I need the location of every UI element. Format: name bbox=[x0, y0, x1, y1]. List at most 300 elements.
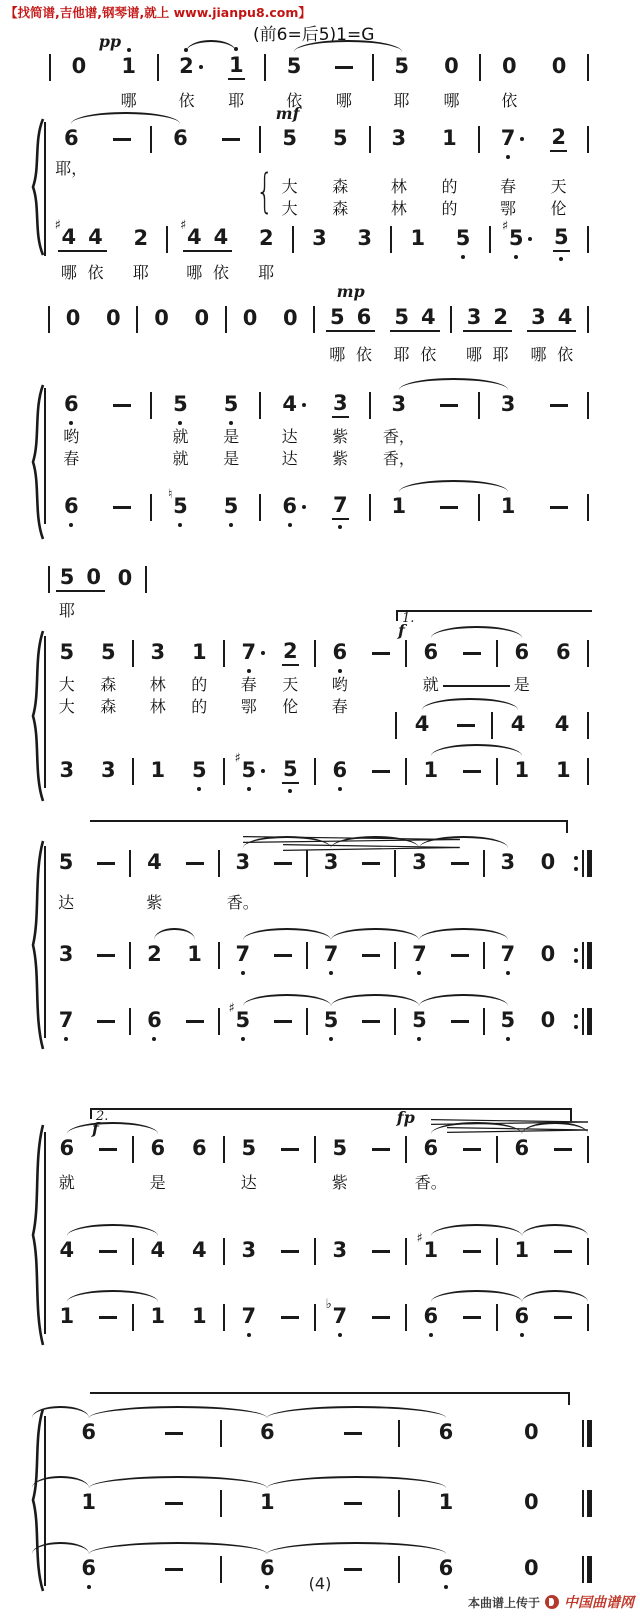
dash bbox=[361, 1300, 403, 1334]
music-line bbox=[45, 302, 592, 336]
note bbox=[46, 636, 88, 670]
dash-rule bbox=[344, 1502, 362, 1505]
lyric-syllable: 伦 bbox=[282, 697, 299, 716]
lyric-syllable: 紫 bbox=[332, 449, 349, 468]
note-digit: 6 bbox=[150, 1136, 166, 1161]
note-digit: 6 bbox=[514, 640, 530, 665]
beam-group bbox=[171, 218, 243, 256]
dash-rule bbox=[165, 1568, 183, 1571]
octave-dot-low bbox=[329, 1037, 333, 1041]
note bbox=[118, 222, 163, 256]
barline bbox=[311, 1300, 319, 1334]
tie-arc bbox=[419, 994, 507, 1006]
barline-rule bbox=[150, 392, 152, 419]
note bbox=[155, 388, 206, 422]
tie-arc bbox=[522, 1224, 588, 1236]
note-digit: 5 bbox=[394, 305, 409, 330]
beam-box bbox=[527, 306, 576, 331]
augmentation-dot bbox=[261, 769, 265, 773]
barline bbox=[126, 846, 134, 880]
note bbox=[244, 222, 289, 256]
octave-dot-low bbox=[506, 1037, 510, 1041]
note-digit: 5 ♯ bbox=[240, 759, 257, 782]
barline bbox=[215, 846, 223, 880]
note bbox=[501, 754, 543, 788]
note bbox=[46, 754, 88, 788]
octave-dot-low bbox=[338, 525, 342, 529]
octave-dot-low bbox=[241, 971, 245, 975]
volta-bracket bbox=[90, 1392, 570, 1405]
dash-rule bbox=[550, 404, 568, 407]
dash bbox=[310, 1486, 395, 1520]
note-digit: 6 bbox=[422, 1305, 439, 1328]
note-digit: 3 bbox=[531, 305, 546, 330]
barline-rule bbox=[132, 1238, 134, 1265]
lyric-syllable: 林 bbox=[390, 199, 407, 218]
lyric-syllable: 哪 bbox=[60, 263, 77, 282]
note-digit: 6 bbox=[513, 1305, 530, 1328]
barline-rule bbox=[132, 1304, 134, 1331]
octave-dot-low bbox=[265, 1585, 269, 1589]
repeat-dot bbox=[574, 1025, 578, 1029]
barline bbox=[402, 1300, 410, 1334]
dash-rule bbox=[186, 862, 204, 865]
dash bbox=[86, 1004, 126, 1038]
note bbox=[374, 122, 425, 156]
dash bbox=[263, 938, 303, 972]
note-digit: 5 bbox=[411, 1009, 428, 1032]
beam-box bbox=[326, 306, 375, 331]
dash-rule bbox=[99, 1316, 117, 1319]
octave-dot-high bbox=[127, 48, 131, 52]
lyric-syllable: 大 bbox=[58, 675, 75, 694]
note-digit: 5 bbox=[282, 758, 299, 783]
lyric-syllable: 依 bbox=[355, 345, 372, 364]
augmentation-dot bbox=[302, 403, 306, 407]
note-digit: 6 bbox=[356, 305, 372, 330]
note bbox=[489, 1416, 574, 1450]
note-digit: 5 bbox=[100, 640, 116, 665]
tie-arc bbox=[294, 40, 402, 52]
repeat-end-barline bbox=[568, 938, 592, 972]
note bbox=[46, 1132, 88, 1166]
barline bbox=[488, 708, 496, 742]
note bbox=[410, 1300, 452, 1334]
note-digit: 4 bbox=[554, 712, 570, 737]
note-digit: 0 bbox=[106, 306, 121, 331]
barline-rule bbox=[496, 1136, 498, 1163]
music-line bbox=[46, 50, 592, 84]
note bbox=[297, 222, 342, 256]
note bbox=[270, 754, 312, 788]
barline bbox=[142, 562, 150, 596]
volta-label: 1. bbox=[402, 611, 415, 626]
lyric-syllable: 哪 bbox=[530, 345, 547, 364]
note-digit: 3 bbox=[391, 126, 407, 151]
barline bbox=[126, 938, 134, 972]
note bbox=[319, 636, 361, 670]
note bbox=[228, 751, 270, 788]
note-digit: 7 bbox=[499, 943, 516, 966]
note-digit: 5 bbox=[286, 54, 302, 79]
repeat-end-barline bbox=[568, 1004, 592, 1038]
octave-dot-low bbox=[288, 523, 292, 527]
lyric-syllable: 春 bbox=[63, 449, 80, 468]
barline-rule bbox=[489, 226, 491, 253]
note-digit: 5 bbox=[191, 759, 208, 782]
note bbox=[46, 1004, 86, 1038]
barline-rule bbox=[223, 758, 225, 785]
dash-rule bbox=[372, 652, 390, 655]
note bbox=[528, 1004, 568, 1038]
barline-rule bbox=[129, 942, 131, 969]
dash bbox=[361, 1234, 403, 1268]
note bbox=[410, 1231, 452, 1268]
dash-rule bbox=[113, 138, 131, 141]
dash bbox=[351, 1004, 391, 1038]
lyric-syllable: 香。 bbox=[226, 893, 259, 912]
hairpin-decrescendo bbox=[431, 1110, 588, 1116]
repeat-dot bbox=[574, 959, 578, 963]
note-digit: 5 bbox=[332, 126, 348, 151]
note bbox=[270, 636, 312, 670]
note-digit: 4 bbox=[510, 712, 526, 737]
note bbox=[484, 50, 534, 84]
lyric-syllable: 鄂 bbox=[500, 199, 517, 218]
music-line bbox=[46, 388, 592, 422]
barline bbox=[493, 636, 501, 670]
barline bbox=[402, 1234, 410, 1268]
dash bbox=[131, 1416, 216, 1450]
note bbox=[225, 1416, 310, 1450]
note bbox=[403, 1416, 488, 1450]
barline bbox=[493, 754, 501, 788]
octave-dot-low bbox=[506, 971, 510, 975]
note-digit: 2 bbox=[493, 305, 508, 330]
dynamic-marking: fp bbox=[396, 1108, 415, 1127]
octave-dot-low bbox=[229, 523, 233, 527]
octave-dot-low bbox=[329, 971, 333, 975]
note bbox=[315, 388, 366, 422]
dash-rule bbox=[463, 1250, 481, 1253]
dash-rule bbox=[463, 770, 481, 773]
lyric-syllable: 大 bbox=[58, 697, 75, 716]
note-digit: 6 bbox=[191, 1136, 207, 1161]
note-digit: 6 bbox=[146, 1009, 163, 1032]
dash-rule bbox=[274, 1020, 292, 1023]
lyric-syllable: 林 bbox=[390, 177, 407, 196]
dash-rule bbox=[113, 404, 131, 407]
note bbox=[501, 1300, 543, 1334]
octave-dot-low bbox=[152, 1037, 156, 1041]
site-name: 中国曲谱网 bbox=[564, 1595, 634, 1611]
music-line bbox=[46, 122, 592, 156]
dash bbox=[97, 490, 148, 524]
barline bbox=[402, 1132, 410, 1166]
barline-rule bbox=[405, 1304, 407, 1331]
barline-rule bbox=[496, 1304, 498, 1331]
beam-group bbox=[318, 302, 382, 336]
dash-rule bbox=[451, 954, 469, 957]
barline-rule bbox=[132, 758, 134, 785]
music-line bbox=[46, 1297, 592, 1334]
tie-arc bbox=[399, 378, 508, 390]
barline bbox=[395, 1416, 403, 1450]
barline bbox=[126, 1004, 134, 1038]
dash-rule bbox=[274, 954, 292, 957]
dash bbox=[440, 846, 480, 880]
note bbox=[269, 50, 319, 84]
lyric-syllable: 大 bbox=[281, 177, 298, 196]
barline-rule bbox=[306, 850, 308, 877]
repeat-dots bbox=[574, 856, 578, 871]
barline-rule bbox=[587, 758, 589, 785]
dash bbox=[440, 1004, 480, 1038]
barline-rule bbox=[587, 226, 589, 253]
note-digit: 6 bbox=[423, 1136, 439, 1161]
barline-rule bbox=[259, 494, 261, 521]
note bbox=[53, 302, 93, 336]
lyric-syllable: 林 bbox=[149, 675, 166, 694]
dash bbox=[424, 388, 475, 422]
barline-rule bbox=[259, 126, 261, 153]
note bbox=[410, 1132, 452, 1166]
dash-rule bbox=[362, 862, 380, 865]
beam-box bbox=[390, 306, 439, 331]
note-digit: 3 bbox=[332, 1238, 348, 1263]
barline bbox=[392, 708, 400, 742]
barline-rule bbox=[157, 54, 159, 81]
note bbox=[206, 490, 257, 524]
barline-rule bbox=[372, 54, 374, 81]
note bbox=[46, 1234, 88, 1268]
note-digit: 7 bbox=[411, 943, 428, 966]
lyric-syllable: 春 bbox=[331, 697, 348, 716]
lyric-syllable: 紫 bbox=[332, 427, 349, 446]
dash bbox=[361, 636, 403, 670]
beam-group bbox=[455, 302, 519, 336]
barline bbox=[147, 388, 155, 422]
note bbox=[377, 50, 427, 84]
note-digit: 3 bbox=[391, 392, 407, 417]
note-digit: 0 bbox=[242, 306, 258, 331]
dash-rule bbox=[281, 1316, 299, 1319]
barline-rule bbox=[314, 1238, 316, 1265]
dash bbox=[131, 1486, 216, 1520]
note-digit: 5 ♯ bbox=[234, 1009, 251, 1032]
dash-rule bbox=[165, 1502, 183, 1505]
octave-dot-low bbox=[520, 1333, 524, 1337]
note-digit: 2 bbox=[147, 942, 162, 967]
dynamic-marking: mf bbox=[275, 104, 300, 123]
lyric-syllable: 哪 bbox=[335, 91, 352, 110]
hairpin-decrescendo bbox=[447, 1118, 588, 1124]
site-logo-icon bbox=[545, 1595, 559, 1609]
note bbox=[315, 122, 366, 156]
dash bbox=[270, 1300, 312, 1334]
accidental: ♯ bbox=[180, 218, 187, 234]
note bbox=[223, 938, 263, 972]
lyric-syllable: 天 bbox=[282, 675, 299, 694]
tie-arc bbox=[67, 1122, 158, 1134]
note bbox=[543, 636, 585, 670]
dash-rule bbox=[372, 1250, 390, 1253]
augmentation-dot bbox=[199, 65, 203, 69]
barline bbox=[311, 754, 319, 788]
note-digit: 0 bbox=[523, 1420, 539, 1445]
note bbox=[534, 50, 584, 84]
octave-dot-low bbox=[506, 155, 510, 159]
note-digit: 4 bbox=[281, 393, 298, 416]
system-barline bbox=[44, 846, 46, 1038]
barline bbox=[129, 1132, 137, 1166]
barline-rule bbox=[223, 640, 225, 667]
note-digit: 5 bbox=[394, 54, 409, 79]
tie-arc bbox=[431, 1290, 522, 1302]
system-barline bbox=[44, 1416, 46, 1586]
note-digit: 5 bbox=[172, 393, 189, 416]
dash-rule bbox=[113, 506, 131, 509]
note-digit: 6 bbox=[63, 393, 80, 416]
barline bbox=[584, 1300, 592, 1334]
barline bbox=[256, 122, 264, 156]
barline bbox=[584, 708, 592, 742]
tie-arc bbox=[331, 994, 419, 1006]
note bbox=[539, 222, 584, 256]
note bbox=[543, 754, 585, 788]
lyric-syllable: 香。 bbox=[414, 1173, 447, 1192]
note-digit: 3 bbox=[235, 850, 251, 875]
note bbox=[134, 1004, 174, 1038]
lyric-syllable: 香， bbox=[382, 449, 415, 468]
note-digit: 5 bbox=[223, 495, 240, 518]
note-digit: 2 bbox=[282, 640, 299, 665]
dash bbox=[86, 846, 126, 880]
lyric-syllable: 森 bbox=[100, 675, 117, 694]
barline-rule bbox=[225, 306, 227, 333]
barline-rule bbox=[223, 1238, 225, 1265]
note bbox=[137, 636, 179, 670]
note-digit: 5 bbox=[282, 126, 297, 151]
barline-rule bbox=[218, 850, 220, 877]
dash-rule bbox=[97, 862, 115, 865]
dash bbox=[270, 1132, 312, 1166]
note-digit: 1 bbox=[514, 1238, 530, 1263]
tie-arc bbox=[431, 626, 522, 638]
note-digit: 5 bbox=[223, 393, 240, 416]
lyric-syllable: 依 bbox=[286, 91, 303, 110]
note-digit: 5 bbox=[323, 1009, 340, 1032]
barline bbox=[584, 754, 592, 788]
music-line bbox=[46, 1132, 592, 1166]
lyric-syllable: 香， bbox=[382, 427, 415, 446]
dash-rule bbox=[165, 1432, 183, 1435]
note-digit: 2 bbox=[550, 126, 567, 151]
note-digit: 6 bbox=[438, 1557, 455, 1580]
final-barline bbox=[574, 1552, 592, 1586]
barline bbox=[154, 50, 162, 84]
tie-arc bbox=[431, 1224, 522, 1236]
barline-rule bbox=[292, 226, 294, 253]
barline bbox=[584, 490, 592, 524]
note bbox=[228, 1234, 270, 1268]
note-digit: 3 bbox=[466, 305, 482, 330]
lyric-syllable: 的 bbox=[191, 697, 208, 716]
barline-rule bbox=[369, 392, 371, 419]
octave-dot-low bbox=[461, 255, 465, 259]
note bbox=[264, 490, 315, 524]
note-digit: 3 bbox=[241, 1238, 257, 1263]
tie-arc bbox=[67, 1224, 158, 1236]
barline-rule bbox=[478, 126, 480, 153]
octave-dot-low bbox=[338, 787, 342, 791]
note-digit: 4 bbox=[150, 1238, 166, 1263]
lyrics-brace: { bbox=[255, 164, 274, 218]
dash-rule bbox=[554, 1148, 572, 1151]
lyric-syllable: 春 bbox=[500, 177, 517, 196]
note bbox=[488, 846, 528, 880]
dash-rule bbox=[372, 770, 390, 773]
dash-rule bbox=[99, 1250, 117, 1253]
note bbox=[179, 1300, 221, 1334]
note bbox=[88, 636, 130, 670]
dash-rule bbox=[186, 1020, 204, 1023]
note-digit: 3 bbox=[412, 850, 427, 875]
note-digit: 3 bbox=[59, 758, 75, 783]
music-line bbox=[392, 708, 592, 742]
dash-rule bbox=[463, 1316, 481, 1319]
note bbox=[182, 302, 222, 336]
barline-rule bbox=[587, 306, 589, 333]
dash bbox=[543, 1234, 585, 1268]
tie-arc bbox=[267, 1406, 446, 1418]
note bbox=[108, 562, 142, 596]
note-digit: 6 bbox=[81, 1420, 96, 1445]
final-barline bbox=[574, 1486, 592, 1520]
octave-dot-low bbox=[87, 1585, 91, 1589]
note-digit: 3 bbox=[323, 850, 339, 875]
barline bbox=[584, 388, 592, 422]
barline-rule bbox=[483, 942, 485, 969]
barline bbox=[46, 50, 54, 84]
beam-box bbox=[54, 218, 107, 251]
note bbox=[179, 1132, 221, 1166]
barline-rule bbox=[150, 126, 152, 153]
barline-rule bbox=[405, 640, 407, 667]
dash-rule bbox=[451, 862, 469, 865]
note-digit: 6 bbox=[63, 126, 79, 151]
barline-rule bbox=[369, 494, 371, 521]
note-digit: 3 bbox=[500, 850, 516, 875]
barline bbox=[311, 1234, 319, 1268]
note-digit: 1 bbox=[120, 55, 137, 78]
note bbox=[137, 754, 179, 788]
dash-rule bbox=[335, 66, 353, 69]
barline-rule bbox=[129, 850, 131, 877]
barline bbox=[584, 222, 592, 256]
barline bbox=[163, 222, 171, 256]
dash-rule bbox=[97, 954, 115, 957]
dynamic-marking: f bbox=[398, 621, 405, 640]
note bbox=[46, 1300, 88, 1334]
note bbox=[223, 846, 263, 880]
barline-rule bbox=[314, 1136, 316, 1163]
repeat-end-barline bbox=[568, 846, 592, 880]
barline bbox=[584, 1132, 592, 1166]
dash bbox=[310, 1416, 395, 1450]
note-digit: 4 bbox=[147, 850, 162, 875]
note bbox=[440, 222, 485, 256]
